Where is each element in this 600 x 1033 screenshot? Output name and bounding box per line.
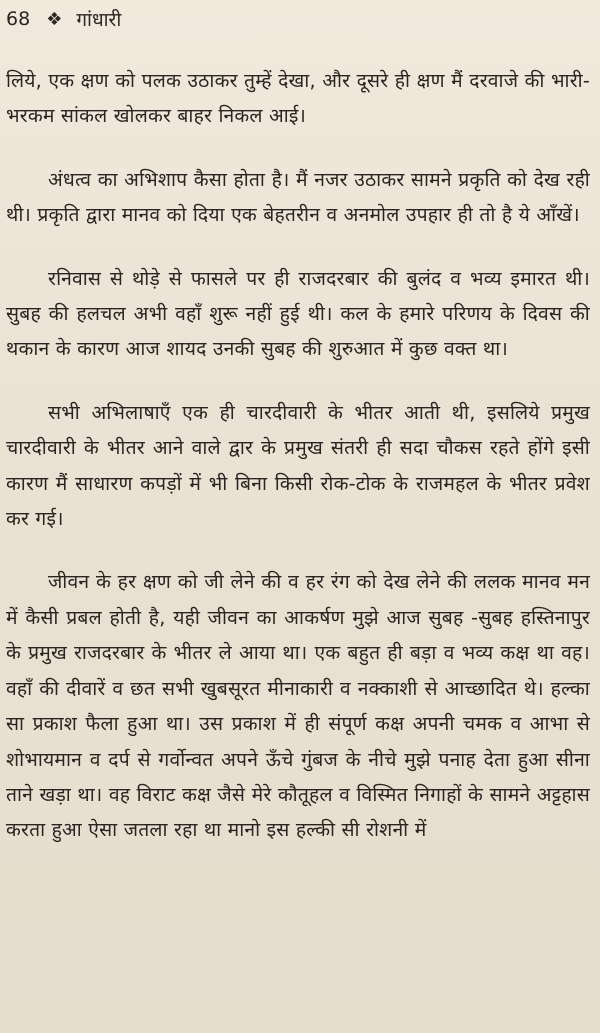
paragraph-4: सभी अभिलाषाएँ एक ही चारदीवारी के भीतर आती थी, इसलिये प्रमुख चारदीवारी के भीतर आने वाले द्वार के प्रमुख संतरी ही सदा चौकस रहते होंगे इसी कारण मैं साधारण कपड़ों में भी बिना किसी रोक-टोक के राजमहल के भीतर प्रवेश कर गई।: [6, 400, 590, 531]
paragraph-3: रनिवास से थोड़े से फासले पर ही राजदरबार की बुलंद व भव्य इमारत थी। सुबह की हलचल अभी वहाँ शुरू नहीं हुई थी। कल के हमारे परिणय के दिवस की थकान के कारण आज शायद उनकी सुबह की शुरुआत में कुछ वक्त था।: [6, 266, 590, 361]
paragraph-1: लिये, एक क्षण को पलक उठाकर तुम्हें देखा, और दूसरे ही क्षण मैं दरवाजे की भारी-भरकम सांकल खोलकर बाहर निकल आई।: [6, 69, 590, 128]
body-text: [6, 63, 590, 848]
page-number: 68: [6, 8, 31, 30]
paragraph-5: जीवन के हर क्षण को जी लेने की व हर रंग को देख लेने की ललक मानव मन में कैसी प्रबल होती है, यही जीवन का आकर्षण मुझे आज सुबह -सुबह हस्तिनापुर के प्रमुख राजदरबार के भीतर ले आया था। एक बहुत ही बड़ा व भव्य कक्ष था वह। वहाँ की दीवारें व छत सभी खुबसूरत मीनाकारी व नक्काशी से आच्छादित थे। हल्का सा प्रकाश फैला हुआ था। उस प्रकाश में ही संपूर्ण कक्ष अपनी चमक व आभा से शोभायमान व दर्प से गर्वोन्वत अपने ऊँचे गुंबज के नीचे मुझे पनाह देता हुआ सीना ताने खड़ा था। वह विराट कक्ष जैसे मेरे कौतूहल व विस्मित निगाहों के सामने अट्टहास करता हुआ ऐसा जतला रहा था मानो इस हल्की सी रोशनी में: [6, 570, 590, 842]
ornament-icon: ❖: [46, 8, 63, 30]
page-header: [6, 4, 121, 34]
paragraph-2: अंधत्व का अभिशाप कैसा होता है। मैं नजर उठाकर सामने प्रकृति को देख रही थी। प्रकृति द्वारा मानव को दिया एक बेहतरीन व अनमोल उपहार ही तो है ये आँखें।: [6, 167, 590, 227]
running-title: गांधारी: [76, 9, 122, 31]
